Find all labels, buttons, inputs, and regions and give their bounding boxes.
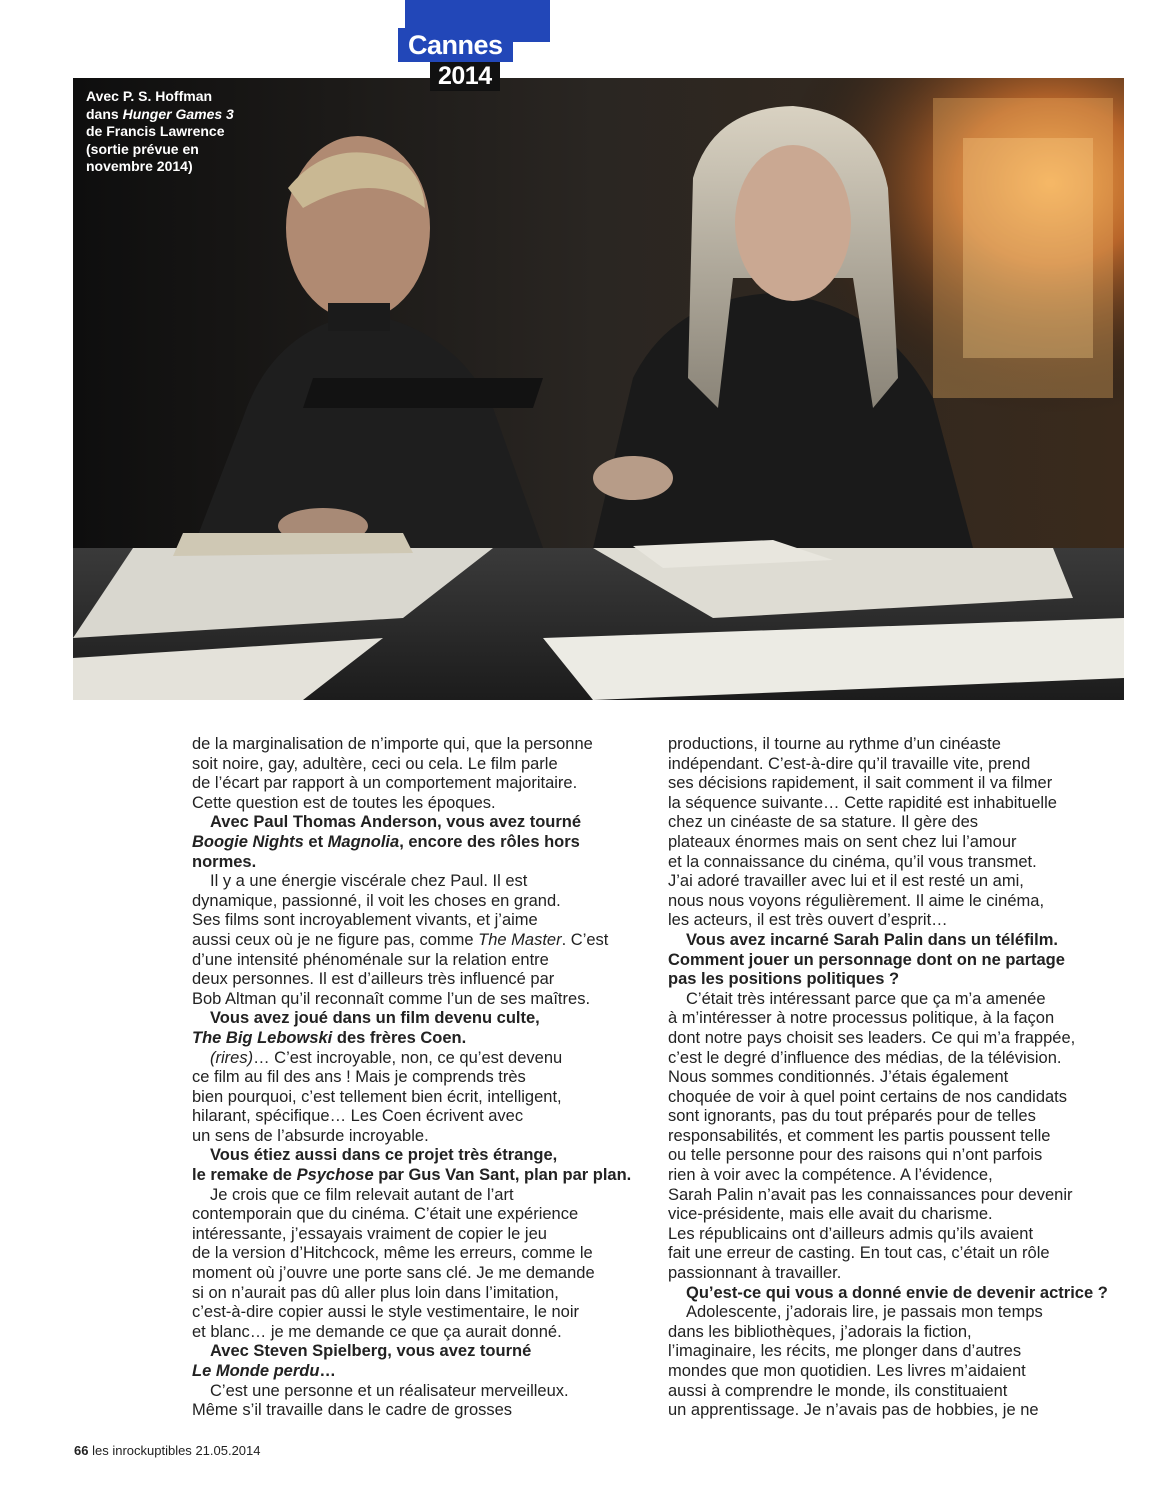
body-line: productions, il tourne au rythme d’un cinéaste (668, 735, 1001, 753)
interview-question (192, 1029, 652, 1049)
film-title: Le Monde perdu (192, 1362, 320, 1380)
body-line: Même s’il travaille dans le cadre de grosses (192, 1401, 513, 1420)
body-line: soit noire, gay, adultère, ceci ou cela. Le film parle (192, 754, 558, 773)
body-line: un apprentissage. Je n’avais pas de hobbies, je ne (668, 1401, 1039, 1420)
body-line: contemporain que du cinéma. C’était une expérience (192, 1205, 579, 1224)
article-column-left (192, 735, 652, 1421)
interview-question: normes. (192, 852, 257, 871)
body-line: et blanc… je me demande ce que ça aurait donné. (192, 1322, 562, 1341)
body-line: J’ai adoré travailler avec lui et il est resté un ami, (668, 872, 1024, 891)
body-line: à m’intéresser à notre processus politique, à la façon (668, 1009, 1055, 1028)
interview-question: Avec Paul Thomas Anderson, vous avez tourné (210, 813, 582, 832)
interview-question: Vous étiez aussi dans ce projet très étrange, (210, 1146, 558, 1165)
body-text: … C’est incroyable, non, ce qu’est devenu (253, 1048, 563, 1067)
interview-question: Vous avez incarné Sarah Palin dans un téléfilm. (686, 930, 1058, 949)
body-line: de l’écart par rapport à un comportement majoritaire. (192, 774, 578, 793)
body-line: C’était très intéressant parce que ça m’a amenée (686, 989, 1046, 1008)
body-line: dans les bibliothèques, j’adorais la fiction, (668, 1322, 972, 1341)
caption-line (86, 106, 261, 124)
body-line: d’une intensité phénoménale sur la relation entre (192, 950, 549, 969)
body-line: dynamique, passionné, il voit les choses en grand. (192, 891, 561, 910)
interview-question (192, 833, 652, 853)
body-line: ce film au fil des ans ! Mais je comprends très (192, 1068, 526, 1087)
body-line: moment où j’ouvre une porte sans clé. Je me demande (192, 1264, 595, 1283)
body-line: C’est une personne et un réalisateur merveilleux. (210, 1381, 569, 1400)
body-line: Adolescente, j’adorais lire, je passais mon temps (686, 1303, 1043, 1322)
body-line: Cette question est de toutes les époques. (192, 793, 496, 812)
body-line: bien pourquoi, c’est tellement bien écrit, intelligent, (192, 1087, 562, 1106)
film-title: Boogie Nights (192, 832, 304, 851)
body-line: un sens de l’absurde incroyable. (192, 1126, 429, 1145)
body-line: dont notre pays choisit ses leaders. Ce qui m’a frappée, (668, 1028, 1076, 1047)
question-text: , encore des rôles hors (399, 832, 580, 851)
body-line: rien à voir avec la compétence. A l’évidence, (668, 1166, 993, 1185)
body-line: choquée de voir à quel point certains de nos candidats (668, 1087, 1068, 1106)
body-line: fait une erreur de casting. En tout cas, c’était un rôle (668, 1244, 1050, 1263)
body-line: mondes que mon quotidien. Les livres m’aidaient (668, 1362, 1026, 1380)
caption-line: de Francis Lawrence (86, 123, 225, 139)
question-text: le remake de (192, 1166, 297, 1185)
body-line: Nous sommes conditionnés. J’étais également (668, 1068, 1009, 1087)
question-text: et (303, 832, 328, 851)
article-column-right (668, 735, 1128, 1421)
caption-line: Avec P. S. Hoffman (86, 88, 213, 104)
interview-question: Avec Steven Spielberg, vous avez tourné (210, 1342, 532, 1361)
body-text: . C’est (561, 930, 609, 949)
body-line: la séquence suivante… Cette rapidité est inhabituelle (668, 793, 1057, 812)
body-line: si on n’aurait pas dû aller plus loin dans l’imitation, (192, 1283, 559, 1302)
body-line: de la marginalisation de n’importe qui, que la personne (192, 735, 593, 753)
body-line: Bob Altman qu’il reconnaît comme l’un de ses maîtres. (192, 989, 591, 1008)
film-title: Magnolia (327, 832, 400, 851)
body-line: responsabilités, et comment les partis poussent telle (668, 1126, 1051, 1145)
body-text: aussi ceux où je ne figure pas, comme (192, 930, 479, 949)
body-line: Les républicains ont d’ailleurs admis qu’ils avaient (668, 1224, 1034, 1243)
interview-question: Vous avez joué dans un film devenu culte, (210, 1009, 540, 1028)
photo-caption (86, 88, 261, 176)
interview-question (192, 1362, 652, 1382)
body-line: les acteurs, il est très ouvert d’esprit… (668, 911, 948, 930)
body-line: deux personnes. Il est d’ailleurs très influencé par (192, 970, 555, 989)
publication-name: les inrockuptibles (92, 1443, 192, 1458)
body-line: hilarant, spécifique… Les Coen écrivent avec (192, 1107, 524, 1126)
body-line: vice-présidente, mais elle avait du charisme. (668, 1205, 993, 1224)
body-line: intéressante, j’essayais vraiment de copier le jeu (192, 1224, 547, 1243)
page-footer (74, 1443, 261, 1458)
question-text: des frères Coen. (332, 1028, 467, 1047)
caption-text: dans (86, 105, 123, 122)
interview-question: Comment jouer un personnage dont on ne partage (668, 950, 1065, 969)
interview-question: pas les positions politiques ? (668, 970, 900, 989)
body-line: Sarah Palin n’avait pas les connaissances pour devenir (668, 1185, 1073, 1204)
body-line: sont ignorants, pas du tout préparés pour de telles (668, 1107, 1036, 1126)
body-line: et la connaissance du cinéma, qu’il vous transmet. (668, 852, 1037, 871)
film-title: The Master (478, 930, 562, 949)
body-line: de la version d’Hitchcock, même les erreurs, comme le (192, 1244, 593, 1263)
caption-film-title: Hunger Games 3 (122, 105, 234, 122)
body-line: Il y a une énergie viscérale chez Paul. Il est (210, 872, 528, 891)
body-line: chez un cinéaste de sa stature. Il gère des (668, 813, 979, 832)
body-line: Je crois que ce film relevait autant de l’art (210, 1185, 514, 1204)
caption-line: (sortie prévue en (86, 140, 199, 157)
body-line: c’est le degré d’influence des médias, de la télévision. (668, 1048, 1062, 1067)
body-line: c’est-à-dire copier aussi le style vestimentaire, le noir (192, 1303, 579, 1322)
page-number: 66 (74, 1443, 89, 1458)
body-line: ses décisions rapidement, il sait comment il va filmer (668, 774, 1053, 793)
body-line: aussi à comprendre le monde, ils constituaient (668, 1381, 1008, 1400)
body-line: nous nous voyons régulièrement. Il aime le cinéma, (668, 891, 1045, 910)
question-text: … (319, 1362, 336, 1380)
body-line (192, 1049, 652, 1069)
film-title: Psychose (296, 1166, 374, 1185)
film-title: The Big Lebowski (192, 1028, 333, 1047)
body-line: l’imaginaire, les récits, me plonger dans d’autres (668, 1342, 1022, 1361)
caption-line: novembre 2014) (86, 158, 193, 174)
issue-date: 21.05.2014 (195, 1443, 261, 1458)
body-line: Ses films sont incroyablement vivants, et j’aime (192, 911, 538, 930)
stage-direction: (rires) (210, 1048, 254, 1067)
body-line (192, 931, 652, 951)
interview-question: Qu’est-ce qui vous a donné envie de devenir actrice ? (686, 1283, 1108, 1302)
section-badge: Cannes (398, 28, 513, 62)
question-text: par Gus Van Sant, plan par plan. (373, 1166, 632, 1185)
body-line: plateaux énormes mais on sent chez lui l’amour (668, 832, 1017, 851)
interview-question (192, 1166, 652, 1186)
body-line: ou telle personne pour des raisons qui n’ont parfois (668, 1146, 1043, 1165)
body-line: indépendant. C’est-à-dire qu’il travaille vite, prend (668, 754, 1031, 773)
section-year-badge: 2014 (430, 62, 500, 91)
body-line: passionnant à travailler. (668, 1264, 842, 1283)
